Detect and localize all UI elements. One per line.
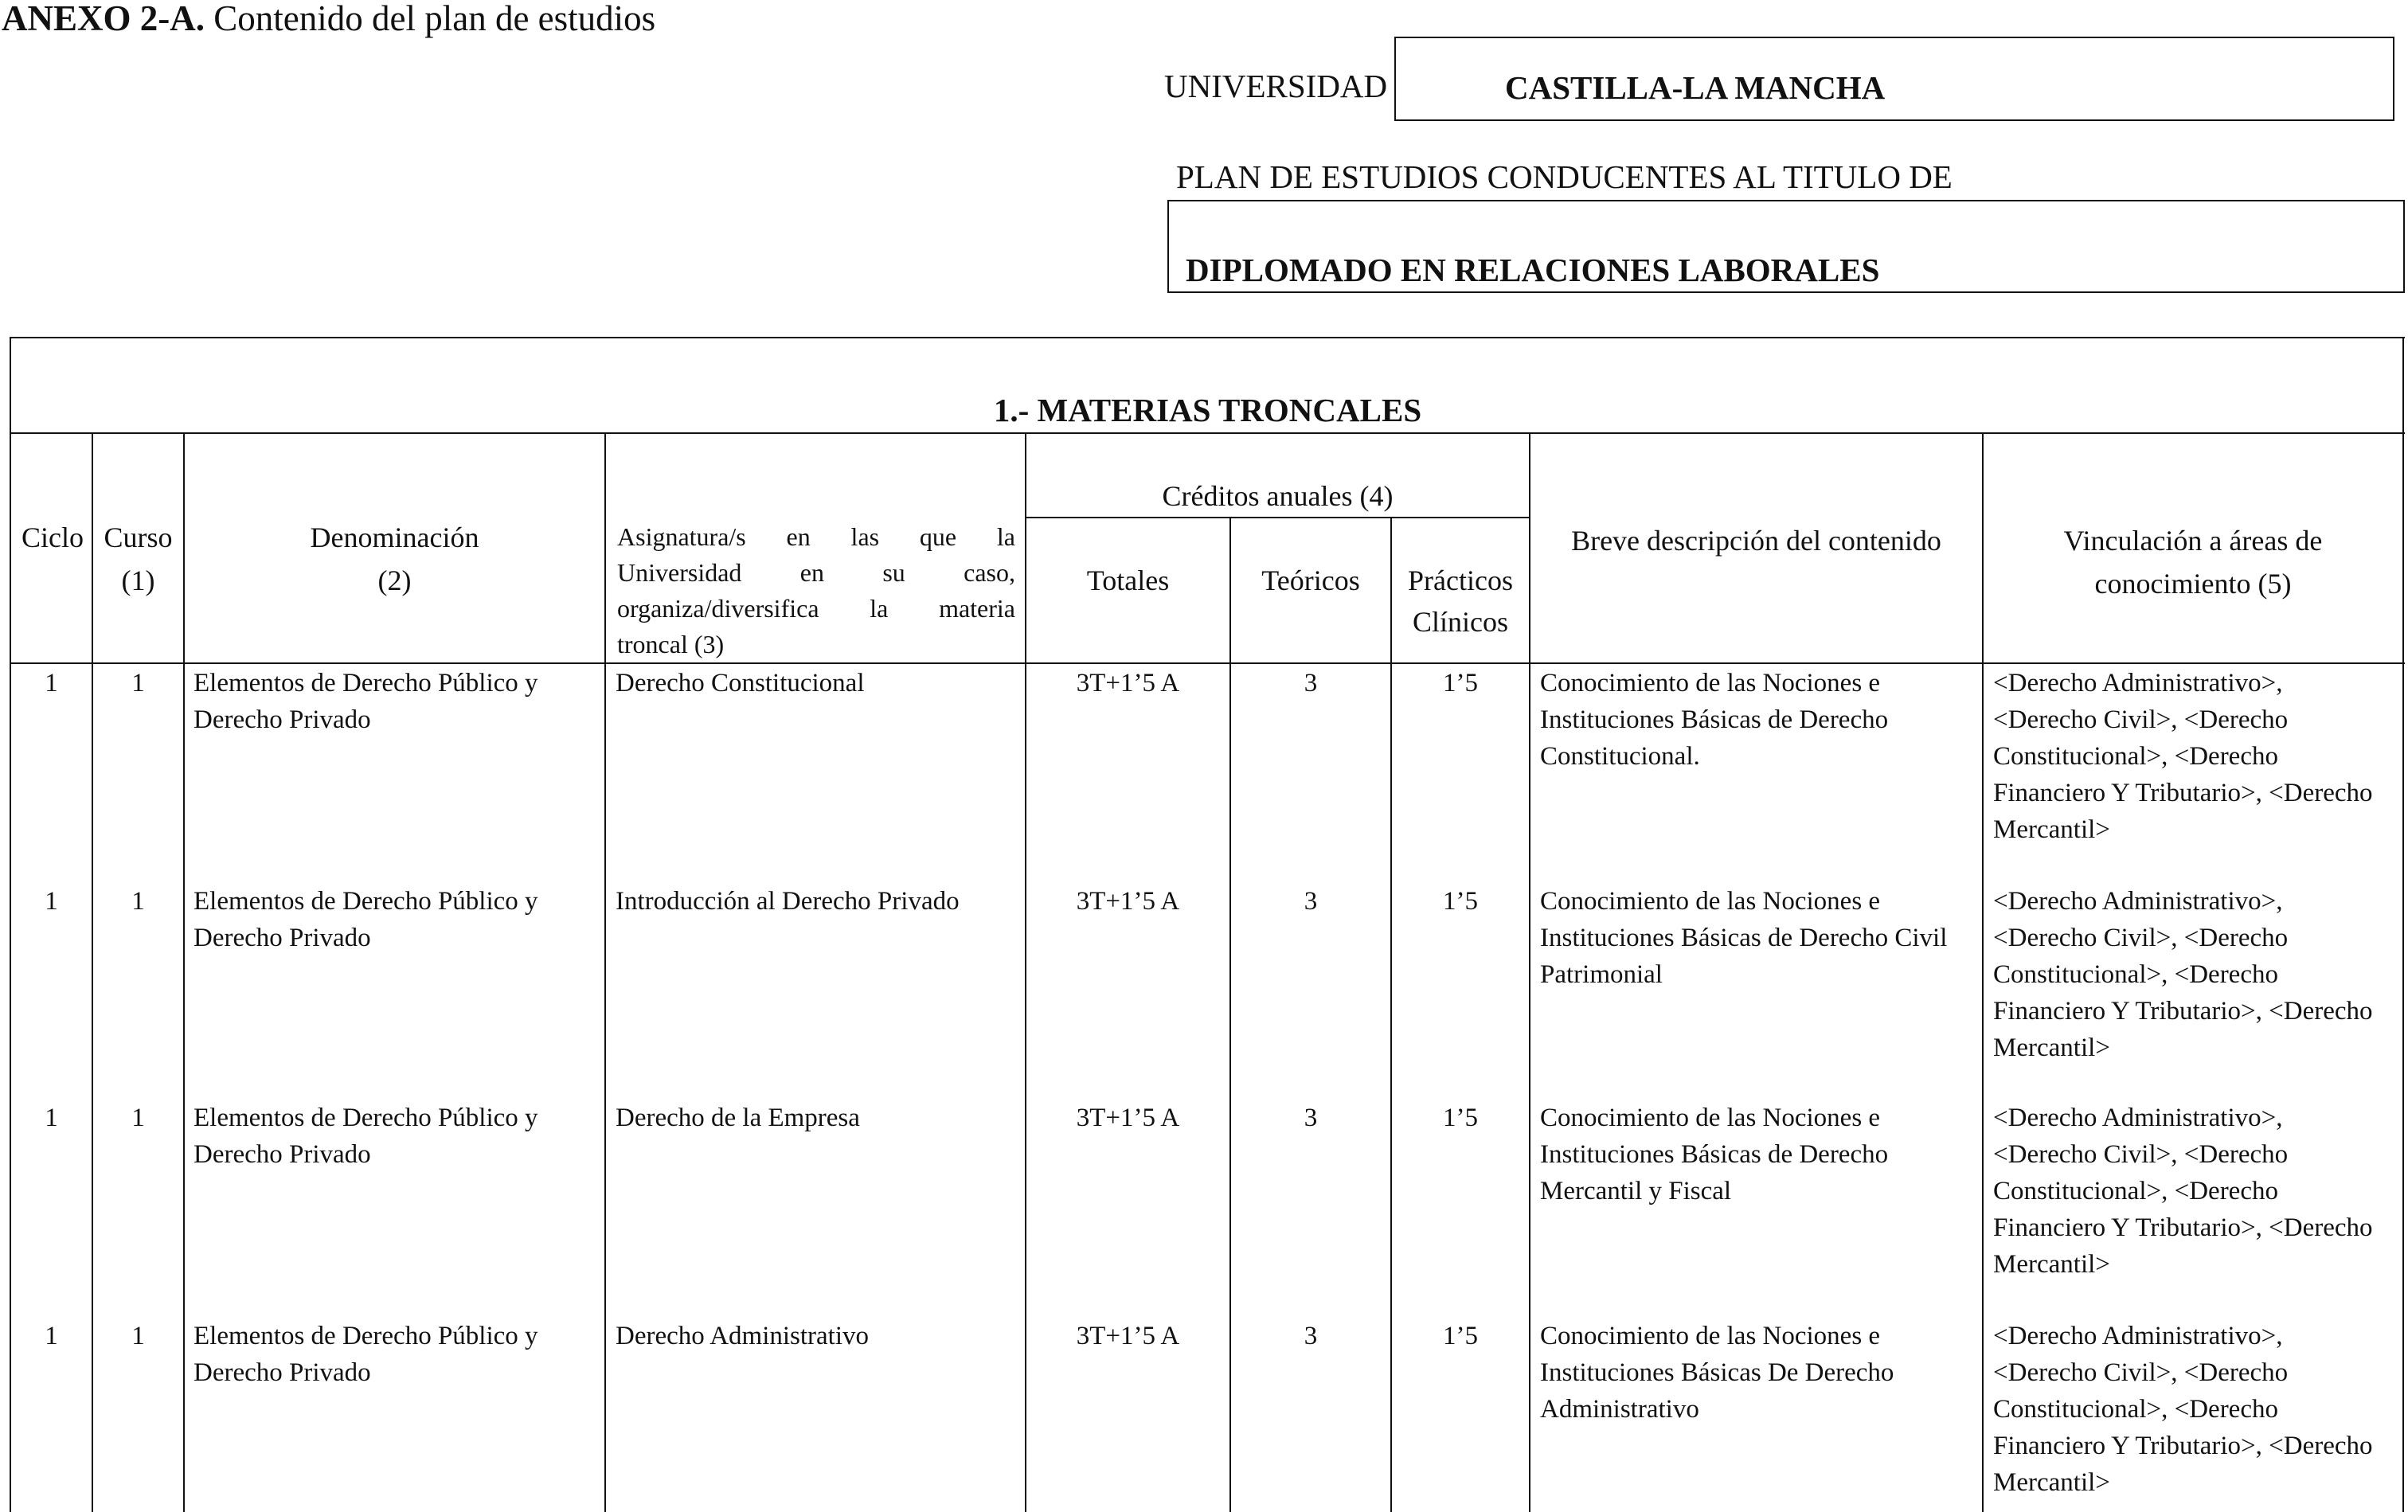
vinculacion-line: Mercantil> [1993,1468,2110,1497]
vinculacion-line: Mercantil> [1993,1250,2110,1279]
descripcion-line: Instituciones Básicas de Derecho [1540,1140,1889,1169]
plan-label: PLAN DE ESTUDIOS CONDUCENTES AL TITULO DE [1176,158,1953,195]
descripcion-line: Instituciones Básicas de Derecho [1540,705,1889,734]
university-name: CASTILLA-LA MANCHA [1505,69,1886,106]
header-practicos [1391,560,1530,643]
vinculacion-line: Constitucional>, <Derecho [1993,742,2278,771]
denominacion-line: Derecho Privado [194,924,371,952]
denominacion-line: Derecho Privado [194,1140,371,1169]
header-practicos-line: Prácticos [1408,565,1513,596]
header-denominacion [184,516,605,602]
descripcion-line: Instituciones Básicas de Derecho Civil [1540,924,1948,952]
header-descripcion: Breve descripción del contenido [1571,525,1941,557]
curso-value: 1 [131,1322,145,1350]
annex-heading [2,0,655,37]
vinculacion-line: <Derecho Civil>, <Derecho [1993,1140,2289,1169]
header-curso-line: Curso [104,522,173,553]
vinculacion-line: Financiero Y Tributario>, <Derecho [1993,1432,2373,1460]
denominacion-line: Elementos de Derecho Público y [194,1322,538,1350]
asignatura-value: Derecho Administrativo [616,1322,870,1350]
creditos-group-border [1025,517,1530,518]
vinculacion-value [1993,883,2373,1066]
ciclo-value: 1 [45,1322,58,1350]
descripcion-value [1540,883,1947,993]
descripcion-line: Administrativo [1540,1395,1699,1424]
denominacion-line: Elementos de Derecho Público y [194,887,538,916]
asignatura-value: Introducción al Derecho Privado [616,887,960,916]
creditos-totales-value: 3T+1’5 A [1076,1104,1180,1132]
creditos-practicos-value: 1’5 [1443,1322,1478,1350]
header-asignatura-line: Asignatura/s en las que la [617,522,1015,551]
asignatura-value: Derecho de la Empresa [616,1104,860,1132]
curso-value: 1 [131,1104,145,1132]
curso-value: 1 [131,669,145,697]
creditos-teoricos-value: 3 [1304,669,1318,697]
descripcion-line: Instituciones Básicas De Derecho [1540,1358,1894,1387]
vinculacion-value [1993,1100,2373,1283]
vinculacion-value [1993,1318,2373,1501]
asignatura-value: Derecho Constitucional [616,669,865,697]
vinculacion-line: <Derecho Administrativo>, [1993,1322,2283,1350]
table-row [0,665,2408,873]
header-ciclo: Ciclo [22,522,84,553]
creditos-totales-value: 3T+1’5 A [1076,1322,1180,1350]
header-asignatura [617,519,1015,662]
vinculacion-line: <Derecho Civil>, <Derecho [1993,705,2289,734]
header-asignatura-line: Universidad en su caso, [617,558,1015,587]
creditos-teoricos-value: 3 [1304,887,1318,916]
header-vinculacion [1983,519,2403,605]
university-label: UNIVERSIDAD [1164,68,1388,104]
vinculacion-line: <Derecho Administrativo>, [1993,887,2283,916]
vinculacion-line: <Derecho Administrativo>, [1993,1104,2283,1132]
creditos-practicos-value: 1’5 [1443,1104,1478,1132]
descripcion-value [1540,665,1888,775]
annex-label: ANEXO 2-A. [2,0,205,38]
descripcion-line: Conocimiento de las Nociones e [1540,669,1881,697]
header-vinculacion-line: Vinculación a áreas de [2063,525,2323,557]
header-vinculacion-line: conocimiento (5) [2094,568,2292,600]
table-row [0,1100,2408,1308]
header-denominacion-note: (2) [377,565,412,596]
denominacion-value [194,1100,538,1173]
header-asignatura-line: troncal (3) [617,630,725,658]
vinculacion-line: Constitucional>, <Derecho [1993,1395,2278,1424]
creditos-totales-value: 3T+1’5 A [1076,669,1180,697]
descripcion-line: Mercantil y Fiscal [1540,1177,1732,1205]
descripcion-line: Conocimiento de las Nociones e [1540,1104,1881,1132]
descripcion-value [1540,1100,1888,1209]
vinculacion-line: Financiero Y Tributario>, <Derecho [1993,1213,2373,1242]
descripcion-line: Conocimiento de las Nociones e [1540,887,1881,916]
vinculacion-line: Constitucional>, <Derecho [1993,1177,2278,1205]
header-curso-note: (1) [121,565,155,596]
table-title: 1.- MATERIAS TRONCALES [993,392,1422,428]
descripcion-line: Constitucional. [1540,742,1700,771]
header-creditos-anuales: Créditos anuales (4) [1162,480,1394,512]
denominacion-line: Derecho Privado [194,1358,371,1387]
creditos-practicos-value: 1’5 [1443,887,1478,916]
denominacion-line: Derecho Privado [194,705,371,734]
header-practicos-line: Clínicos [1412,606,1508,638]
vinculacion-line: <Derecho Civil>, <Derecho [1993,1358,2289,1387]
header-bottom-border [10,662,2405,664]
creditos-teoricos-value: 3 [1304,1322,1318,1350]
vinculacion-line: Constitucional>, <Derecho [1993,960,2278,989]
denominacion-line: Elementos de Derecho Público y [194,669,538,697]
ciclo-value: 1 [45,887,58,916]
descripcion-line: Conocimiento de las Nociones e [1540,1322,1881,1350]
denominacion-value [194,883,538,956]
table-row [0,883,2408,1092]
vinculacion-line: Mercantil> [1993,1033,2110,1062]
denominacion-value [194,1318,538,1391]
header-denominacion-line: Denominación [310,522,479,553]
vinculacion-line: Financiero Y Tributario>, <Derecho [1993,997,2373,1026]
vinculacion-line: <Derecho Administrativo>, [1993,669,2283,697]
title-row-border [10,432,2405,434]
descripcion-line: Patrimonial [1540,960,1663,989]
header-asignatura-line: organiza/diversifica la materia [617,594,1015,623]
vinculacion-line: Financiero Y Tributario>, <Derecho [1993,779,2373,807]
ciclo-value: 1 [45,669,58,697]
descripcion-value [1540,1318,1894,1428]
denominacion-line: Elementos de Derecho Público y [194,1104,538,1132]
creditos-totales-value: 3T+1’5 A [1076,887,1180,916]
header-totales: Totales [1086,565,1170,596]
ciclo-value: 1 [45,1104,58,1132]
degree-name: DIPLOMADO EN RELACIONES LABORALES [1186,252,1880,288]
table-row [0,1318,2408,1512]
header-curso [92,516,184,602]
vinculacion-value [1993,665,2373,848]
header-teoricos: Teóricos [1261,565,1360,596]
curso-value: 1 [131,887,145,916]
annex-title: Contenido del plan de estudios [213,0,656,38]
creditos-teoricos-value: 3 [1304,1104,1318,1132]
vinculacion-line: Mercantil> [1993,815,2110,844]
table-top-border [10,337,2405,338]
vinculacion-line: <Derecho Civil>, <Derecho [1993,924,2289,952]
denominacion-value [194,665,538,738]
creditos-practicos-value: 1’5 [1443,669,1478,697]
